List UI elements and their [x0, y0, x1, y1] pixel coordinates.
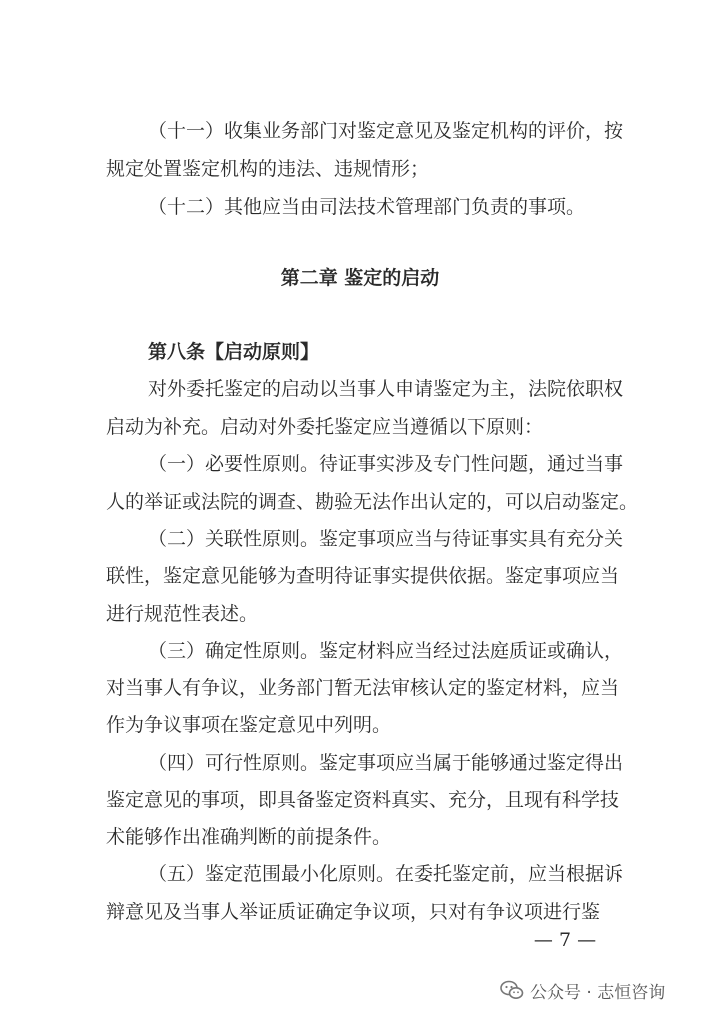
article-8-intro-line-1: 对外委托鉴定的启动以当事人申请鉴定为主，法院依职权	[148, 378, 624, 400]
chapter-heading: 第二章 鉴定的启动	[280, 267, 440, 289]
principle-4-line-3: 术能够作出准确判断的前提条件。	[106, 826, 392, 848]
principle-2-line-3: 进行规范性表述。	[106, 603, 259, 625]
paragraph-item-11-line-1: （十一）收集业务部门对鉴定意见及鉴定机构的评价，按	[148, 120, 624, 142]
principle-3-line-3: 作为争议事项在鉴定意见中列明。	[106, 714, 392, 736]
principle-2-line-2: 联性，鉴定意见能够为查明待证事实提供依据。鉴定事项应当	[106, 565, 620, 587]
article-8-intro-line-2: 启动为补充。启动对外委托鉴定应当遵循以下原则：	[106, 416, 544, 438]
principle-3-line-1: （三）确定性原则。鉴定材料应当经过法庭质证或确认，	[148, 640, 624, 662]
principle-5-line-2: 辩意见及当事人举证质证确定争议项，只对有争议项进行鉴	[106, 901, 601, 923]
principle-3-line-2: 对当事人有争议，业务部门暂无法审核认定的鉴定材料，应当	[106, 677, 620, 699]
article-8-heading: 第八条【启动原则】	[148, 341, 320, 363]
paragraph-item-11-line-2: 规定处置鉴定机构的违法、违规情形；	[106, 158, 430, 180]
principle-5-line-1: （五）鉴定范围最小化原则。在委托鉴定前，应当根据诉	[148, 863, 624, 885]
principle-1-line-2: 人的举证或法院的调查、勘验无法作出认定的，可以启动鉴定。	[106, 491, 639, 513]
page-number: — 7 —	[533, 929, 597, 951]
principle-4-line-1: （四）可行性原则。鉴定事项应当属于能够通过鉴定得出	[148, 752, 624, 774]
principle-2-line-1: （二）关联性原则。鉴定事项应当与待证事实具有充分关	[148, 528, 624, 550]
watermark-text: 公众号 · 志恒咨询	[530, 982, 666, 1003]
paragraph-item-12-line-1: （十二）其他应当由司法技术管理部门负责的事项。	[148, 196, 586, 218]
watermark	[500, 976, 665, 1004]
principle-1-line-1: （一）必要性原则。待证事实涉及专门性问题，通过当事	[148, 453, 624, 475]
principle-4-line-2: 鉴定意见的事项，即具备鉴定资料真实、充分，且现有科学技	[106, 789, 620, 811]
wechat-icon	[500, 980, 524, 1000]
